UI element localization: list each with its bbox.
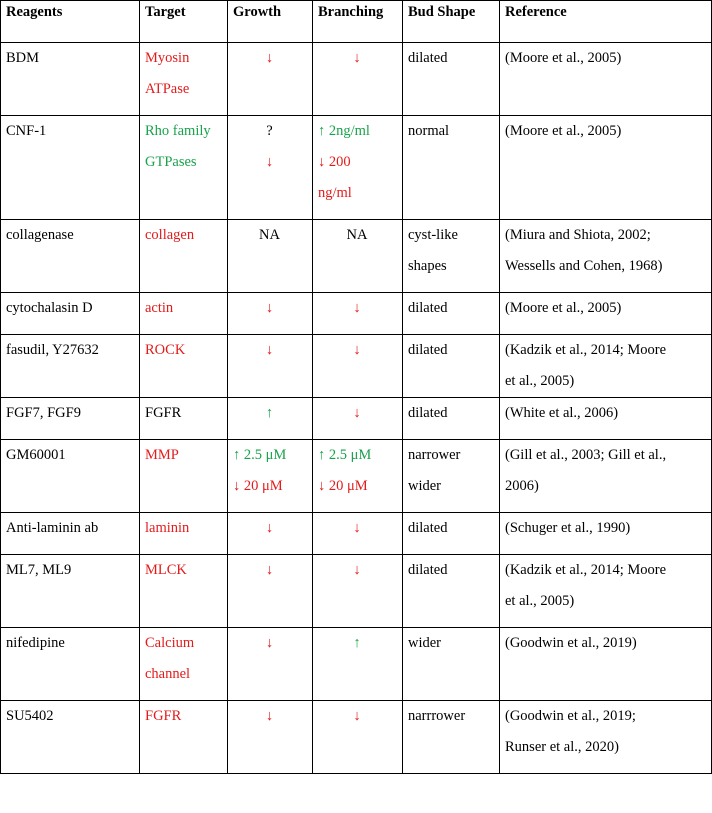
- branching-value: ↓: [353, 300, 361, 316]
- reference-text: (White et al., 2006): [505, 405, 619, 421]
- header-target: Target: [140, 1, 228, 43]
- growth-cell: [228, 398, 313, 440]
- table-row: [1, 555, 712, 628]
- branching-value: ↑: [353, 635, 361, 651]
- growth-cell: [228, 701, 313, 774]
- bud-shape-cell: [403, 628, 500, 701]
- growth-value: ↓: [265, 520, 274, 536]
- bud-shape-text: dilated: [408, 562, 448, 578]
- bud-shape-cell: [403, 116, 500, 220]
- growth-value: ↑ 2.5 μM: [233, 447, 287, 463]
- branching-value: ↑ 2.5 μM: [318, 447, 372, 463]
- reference-text: Wessells and Cohen, 1968): [505, 258, 663, 274]
- branching-cell: [313, 628, 403, 701]
- bud-shape-text: dilated: [408, 520, 448, 536]
- reagent-cell: ML7, ML9: [1, 555, 140, 628]
- branching-value: ↓: [353, 708, 361, 724]
- header-reference: Reference: [500, 1, 712, 43]
- branching-value: ↓ 20 μM: [318, 478, 368, 494]
- reference-cell: [500, 398, 712, 440]
- branching-cell: [313, 335, 403, 398]
- bud-shape-text: dilated: [408, 300, 448, 316]
- growth-cell: [228, 628, 313, 701]
- branching-cell: [313, 116, 403, 220]
- growth-value: ↓: [265, 562, 274, 578]
- branching-cell: [313, 555, 403, 628]
- target-text: ATPase: [145, 81, 190, 97]
- target-cell: [140, 628, 228, 701]
- branching-value: ↓: [353, 405, 361, 421]
- bud-shape-text: dilated: [408, 342, 448, 358]
- table-row: [1, 335, 712, 398]
- growth-cell: [228, 513, 313, 555]
- reference-cell: [500, 440, 712, 513]
- table-row: [1, 628, 712, 701]
- branching-cell: [313, 440, 403, 513]
- growth-value: ?: [266, 123, 273, 139]
- branching-cell: [313, 701, 403, 774]
- table-row: [1, 220, 712, 293]
- reagent-cell: collagenase: [1, 220, 140, 293]
- target-cell: [140, 513, 228, 555]
- reference-text: 2006): [505, 478, 539, 494]
- header-branching: Branching: [313, 1, 403, 43]
- reagent-cell: fasudil, Y27632: [1, 335, 140, 398]
- table-row: [1, 293, 712, 335]
- target-cell: [140, 220, 228, 293]
- header-reagents: Reagents: [1, 1, 140, 43]
- growth-cell: [228, 220, 313, 293]
- target-text: GTPases: [145, 154, 197, 170]
- bud-shape-cell: [403, 555, 500, 628]
- target-text: actin: [145, 300, 174, 316]
- bud-shape-cell: [403, 335, 500, 398]
- reference-cell: [500, 701, 712, 774]
- branching-value: ↓: [353, 50, 361, 66]
- bud-shape-cell: [403, 398, 500, 440]
- table-row: [1, 701, 712, 774]
- reagent-cell: CNF-1: [1, 116, 140, 220]
- growth-cell: [228, 440, 313, 513]
- target-cell: [140, 440, 228, 513]
- target-text: channel: [145, 666, 191, 682]
- reference-cell: [500, 43, 712, 116]
- target-text: Rho family: [145, 123, 211, 139]
- target-text: Calcium: [145, 635, 195, 651]
- target-cell: [140, 555, 228, 628]
- growth-cell: [228, 293, 313, 335]
- target-cell: [140, 43, 228, 116]
- reference-cell: [500, 513, 712, 555]
- branching-cell: [313, 293, 403, 335]
- growth-cell: [228, 116, 313, 220]
- reagent-cell: SU5402: [1, 701, 140, 774]
- reference-text: (Goodwin et al., 2019;: [505, 708, 636, 724]
- bud-shape-text: normal: [408, 123, 450, 139]
- reference-text: (Gill et al., 2003; Gill et al.,: [505, 447, 667, 463]
- reference-text: Runser et al., 2020): [505, 739, 619, 755]
- reference-text: (Kadzik et al., 2014; Moore: [505, 342, 667, 358]
- target-text: MMP: [145, 447, 179, 463]
- growth-cell: [228, 555, 313, 628]
- table-row: [1, 398, 712, 440]
- bud-shape-text: wider: [408, 635, 442, 651]
- bud-shape-text: wider: [408, 478, 442, 494]
- reference-cell: [500, 220, 712, 293]
- reagent-cell: GM60001: [1, 440, 140, 513]
- table-row: [1, 116, 712, 220]
- target-text: collagen: [145, 227, 195, 243]
- reference-text: et al., 2005): [505, 373, 575, 389]
- reagent-cell: nifedipine: [1, 628, 140, 701]
- header-growth: Growth: [228, 1, 313, 43]
- reagent-cell: FGF7, FGF9: [1, 398, 140, 440]
- growth-value: ↓: [265, 300, 274, 316]
- branching-cell: [313, 513, 403, 555]
- reference-cell: [500, 555, 712, 628]
- growth-cell: [228, 335, 313, 398]
- bud-shape-text: cyst-like: [408, 227, 458, 243]
- target-cell: [140, 116, 228, 220]
- target-text: MLCK: [145, 562, 187, 578]
- target-cell: [140, 293, 228, 335]
- reference-text: (Moore et al., 2005): [505, 123, 622, 139]
- branching-cell: [313, 398, 403, 440]
- bud-shape-cell: [403, 43, 500, 116]
- bud-shape-text: narrower: [408, 447, 461, 463]
- header-row: [1, 1, 712, 43]
- growth-value: ↓: [265, 635, 274, 651]
- bud-shape-text: shapes: [408, 258, 447, 274]
- branching-value: ↓: [353, 520, 361, 536]
- table-row: [1, 513, 712, 555]
- reference-text: (Schuger et al., 1990): [505, 520, 631, 536]
- target-text: laminin: [145, 520, 190, 536]
- growth-value: ↓: [265, 50, 274, 66]
- bud-shape-cell: [403, 701, 500, 774]
- reference-text: et al., 2005): [505, 593, 575, 609]
- bud-shape-cell: [403, 440, 500, 513]
- bud-shape-cell: [403, 220, 500, 293]
- reagent-cell: Anti-laminin ab: [1, 513, 140, 555]
- table-body: [1, 43, 712, 774]
- table-row: [1, 440, 712, 513]
- branching-value: NA: [346, 227, 368, 243]
- reference-text: (Kadzik et al., 2014; Moore: [505, 562, 667, 578]
- branching-cell: [313, 43, 403, 116]
- reference-text: (Miura and Shiota, 2002;: [505, 227, 651, 243]
- bud-shape-text: dilated: [408, 50, 448, 66]
- bud-shape-text: dilated: [408, 405, 448, 421]
- target-text: FGFR: [145, 708, 182, 724]
- reference-cell: [500, 293, 712, 335]
- target-text: Myosin: [145, 50, 190, 66]
- target-cell: [140, 701, 228, 774]
- header-bud-shape: Bud Shape: [403, 1, 500, 43]
- growth-value: ↓ 20 μM: [233, 478, 283, 494]
- target-cell: [140, 335, 228, 398]
- growth-cell: [228, 43, 313, 116]
- target-text: ROCK: [145, 342, 186, 358]
- reference-cell: [500, 628, 712, 701]
- reagent-cell: cytochalasin D: [1, 293, 140, 335]
- branching-value: ↓ 200: [318, 154, 351, 170]
- bud-shape-cell: [403, 293, 500, 335]
- target-text: FGFR: [145, 405, 182, 421]
- branching-value: ↑ 2ng/ml: [318, 123, 370, 139]
- growth-value: ↓: [265, 708, 274, 724]
- growth-value: ↑: [265, 405, 274, 421]
- reference-text: (Goodwin et al., 2019): [505, 635, 637, 651]
- reference-text: (Moore et al., 2005): [505, 300, 622, 316]
- bud-shape-cell: [403, 513, 500, 555]
- reference-cell: [500, 335, 712, 398]
- reference-cell: [500, 116, 712, 220]
- branching-value: ↓: [353, 562, 361, 578]
- table-row: [1, 43, 712, 116]
- reagent-cell: BDM: [1, 43, 140, 116]
- branching-value: ng/ml: [318, 185, 352, 201]
- reference-text: (Moore et al., 2005): [505, 50, 622, 66]
- bud-shape-text: narrrower: [408, 708, 466, 724]
- growth-value: ↓: [265, 342, 274, 358]
- growth-value: ↓: [265, 154, 274, 170]
- branching-cell: [313, 220, 403, 293]
- growth-value: NA: [259, 227, 280, 243]
- branching-value: ↓: [353, 342, 361, 358]
- target-cell: [140, 398, 228, 440]
